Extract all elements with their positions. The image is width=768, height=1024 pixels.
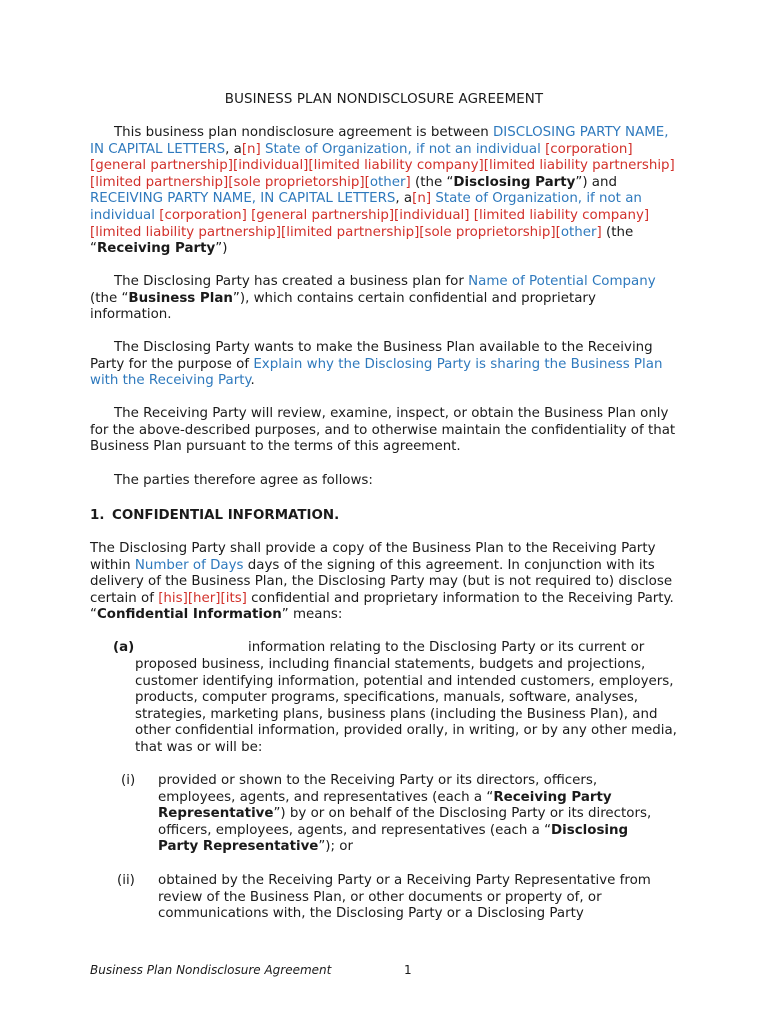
article-option[interactable]: [n]	[241, 141, 261, 157]
purpose-paragraph: The Disclosing Party wants to make the Business Plan available to the Receiving Party for the purpose of Explain why the Disclosing Party is sharing the Business Plan with the Receiving Party.	[90, 340, 663, 389]
subsection-a-first-line: information relating to the Disclosing Party or its current or	[248, 640, 645, 655]
number-of-days-field[interactable]: Number of Days	[134, 557, 244, 573]
disclosing-other-field[interactable]: other	[369, 174, 406, 190]
defined-term-disclosing-representative: Disclosing Party Representative	[158, 822, 629, 855]
intro-paragraph: This business plan nondisclosure agreement is between DISCLOSING PARTY NAME, IN CAPITAL LETTERS, a[n] State of Organization, if not an individual [corporation] [general partnership][individual][limited liability company][limited liability partnership][limited partnership][sole proprietorship][other] (the “Disclosing Party”) and RECEIVING PARTY NAME, IN CAPITAL LETTERS, a[n] State of Organization, if not an individual [corporation] [general partnership][individual] [limited liability company][limited liability partnership][limited partnership][sole proprietorship][other] (the “Receiving Party”)	[90, 125, 675, 257]
section-1-heading: 1. CONFIDENTIAL INFORMATION.	[90, 508, 340, 523]
disclosing-party-name-field[interactable]: DISCLOSING PARTY NAME, IN CAPITAL LETTERS	[90, 125, 669, 157]
subsection-ii-label: (ii)	[117, 873, 135, 888]
subsection-i-label: (i)	[121, 773, 136, 788]
page-number: 1	[404, 963, 412, 977]
subsection-a-label: (a)	[113, 640, 135, 655]
pronoun-options[interactable]: [his][her][its]	[158, 590, 247, 606]
agree-paragraph: The parties therefore agree as follows:	[114, 473, 373, 488]
business-plan-paragraph: The Disclosing Party has created a business plan for Name of Potential Company (the “Business Plan”), which contains certain confidential and proprietary information.	[90, 274, 656, 323]
defined-term-disclosing-party: Disclosing Party	[453, 174, 576, 190]
defined-term-business-plan: Business Plan	[128, 290, 233, 306]
disclosing-state-field[interactable]: State of Organization, if not an individual	[265, 141, 541, 157]
subsection-a-text: proposed business, including financial statements, budgets and projections, customer identifying information, potential and intended customers, employers, products, computer programs, specifications, manuals, software, analyses, strategies, marketing plans, business plans (including the Business Plan), and other confidential information, provided orally, in writing, or by any other media, that was or will be:	[135, 657, 677, 755]
defined-term-confidential-information: Confidential Information	[96, 607, 282, 623]
defined-term-receiving-representative: Receiving Party Representative	[158, 789, 612, 822]
defined-term-receiving-party: Receiving Party	[96, 241, 216, 257]
review-paragraph: The Receiving Party will review, examine, inspect, or obtain the Business Plan only for the above-described purposes, and to otherwise maintain the confidentiality of that Business Plan pursuant to the terms of this agreement.	[90, 406, 676, 455]
section-1-paragraph: The Disclosing Party shall provide a copy of the Business Plan to the Receiving Party within Number of Days days of the signing of this agreement. In conjunction with its delivery of the Business Plan, the Disclosing Party may (but is not required to) disclose certain of [his][her][its] confidential and proprietary information to the Receiving Party. “Confidential Information” means:	[90, 541, 674, 623]
receiving-other-field[interactable]: other	[560, 224, 597, 240]
receiving-party-name-field[interactable]: RECEIVING PARTY NAME, IN CAPITAL LETTERS	[90, 191, 396, 207]
footer-title: Business Plan Nondisclosure Agreement	[90, 963, 332, 977]
receiving-entity-options[interactable]: [corporation] [general partnership][individual] [limited liability company][limited liability partnership][limited partnership][sole proprietorship][	[90, 207, 650, 240]
receiving-state-field[interactable]: State of Organization, if not an individual	[90, 191, 642, 223]
article-option-2[interactable]: [n]	[412, 191, 432, 207]
subsection-ii-text: obtained by the Receiving Party or a Receiving Party Representative from review of the Business Plan, or other documents or property of, or communications with, the Disclosing Party or a Disclosing Party	[158, 873, 651, 922]
subsection-i-text: provided or shown to the Receiving Party or its directors, officers, employees, agents, and representatives (each a “Receiving Party Representative”) by or on behalf of the Disclosing Party or its directors, officers, employees, agents, and representatives (each a “Disclosing Party Representative”); or	[158, 773, 652, 855]
purpose-field[interactable]: Explain why the Disclosing Party is sharing the Business Plan with the Receiving Party	[90, 356, 663, 389]
document-title: BUSINESS PLAN NONDISCLOSURE AGREEMENT	[224, 92, 544, 107]
company-name-field[interactable]: Name of Potential Company	[468, 274, 656, 289]
disclosing-entity-options[interactable]: [corporation] [general partnership][individual][limited liability company][limited liability partnership][limited partnership][sole proprietorship][	[90, 141, 675, 190]
